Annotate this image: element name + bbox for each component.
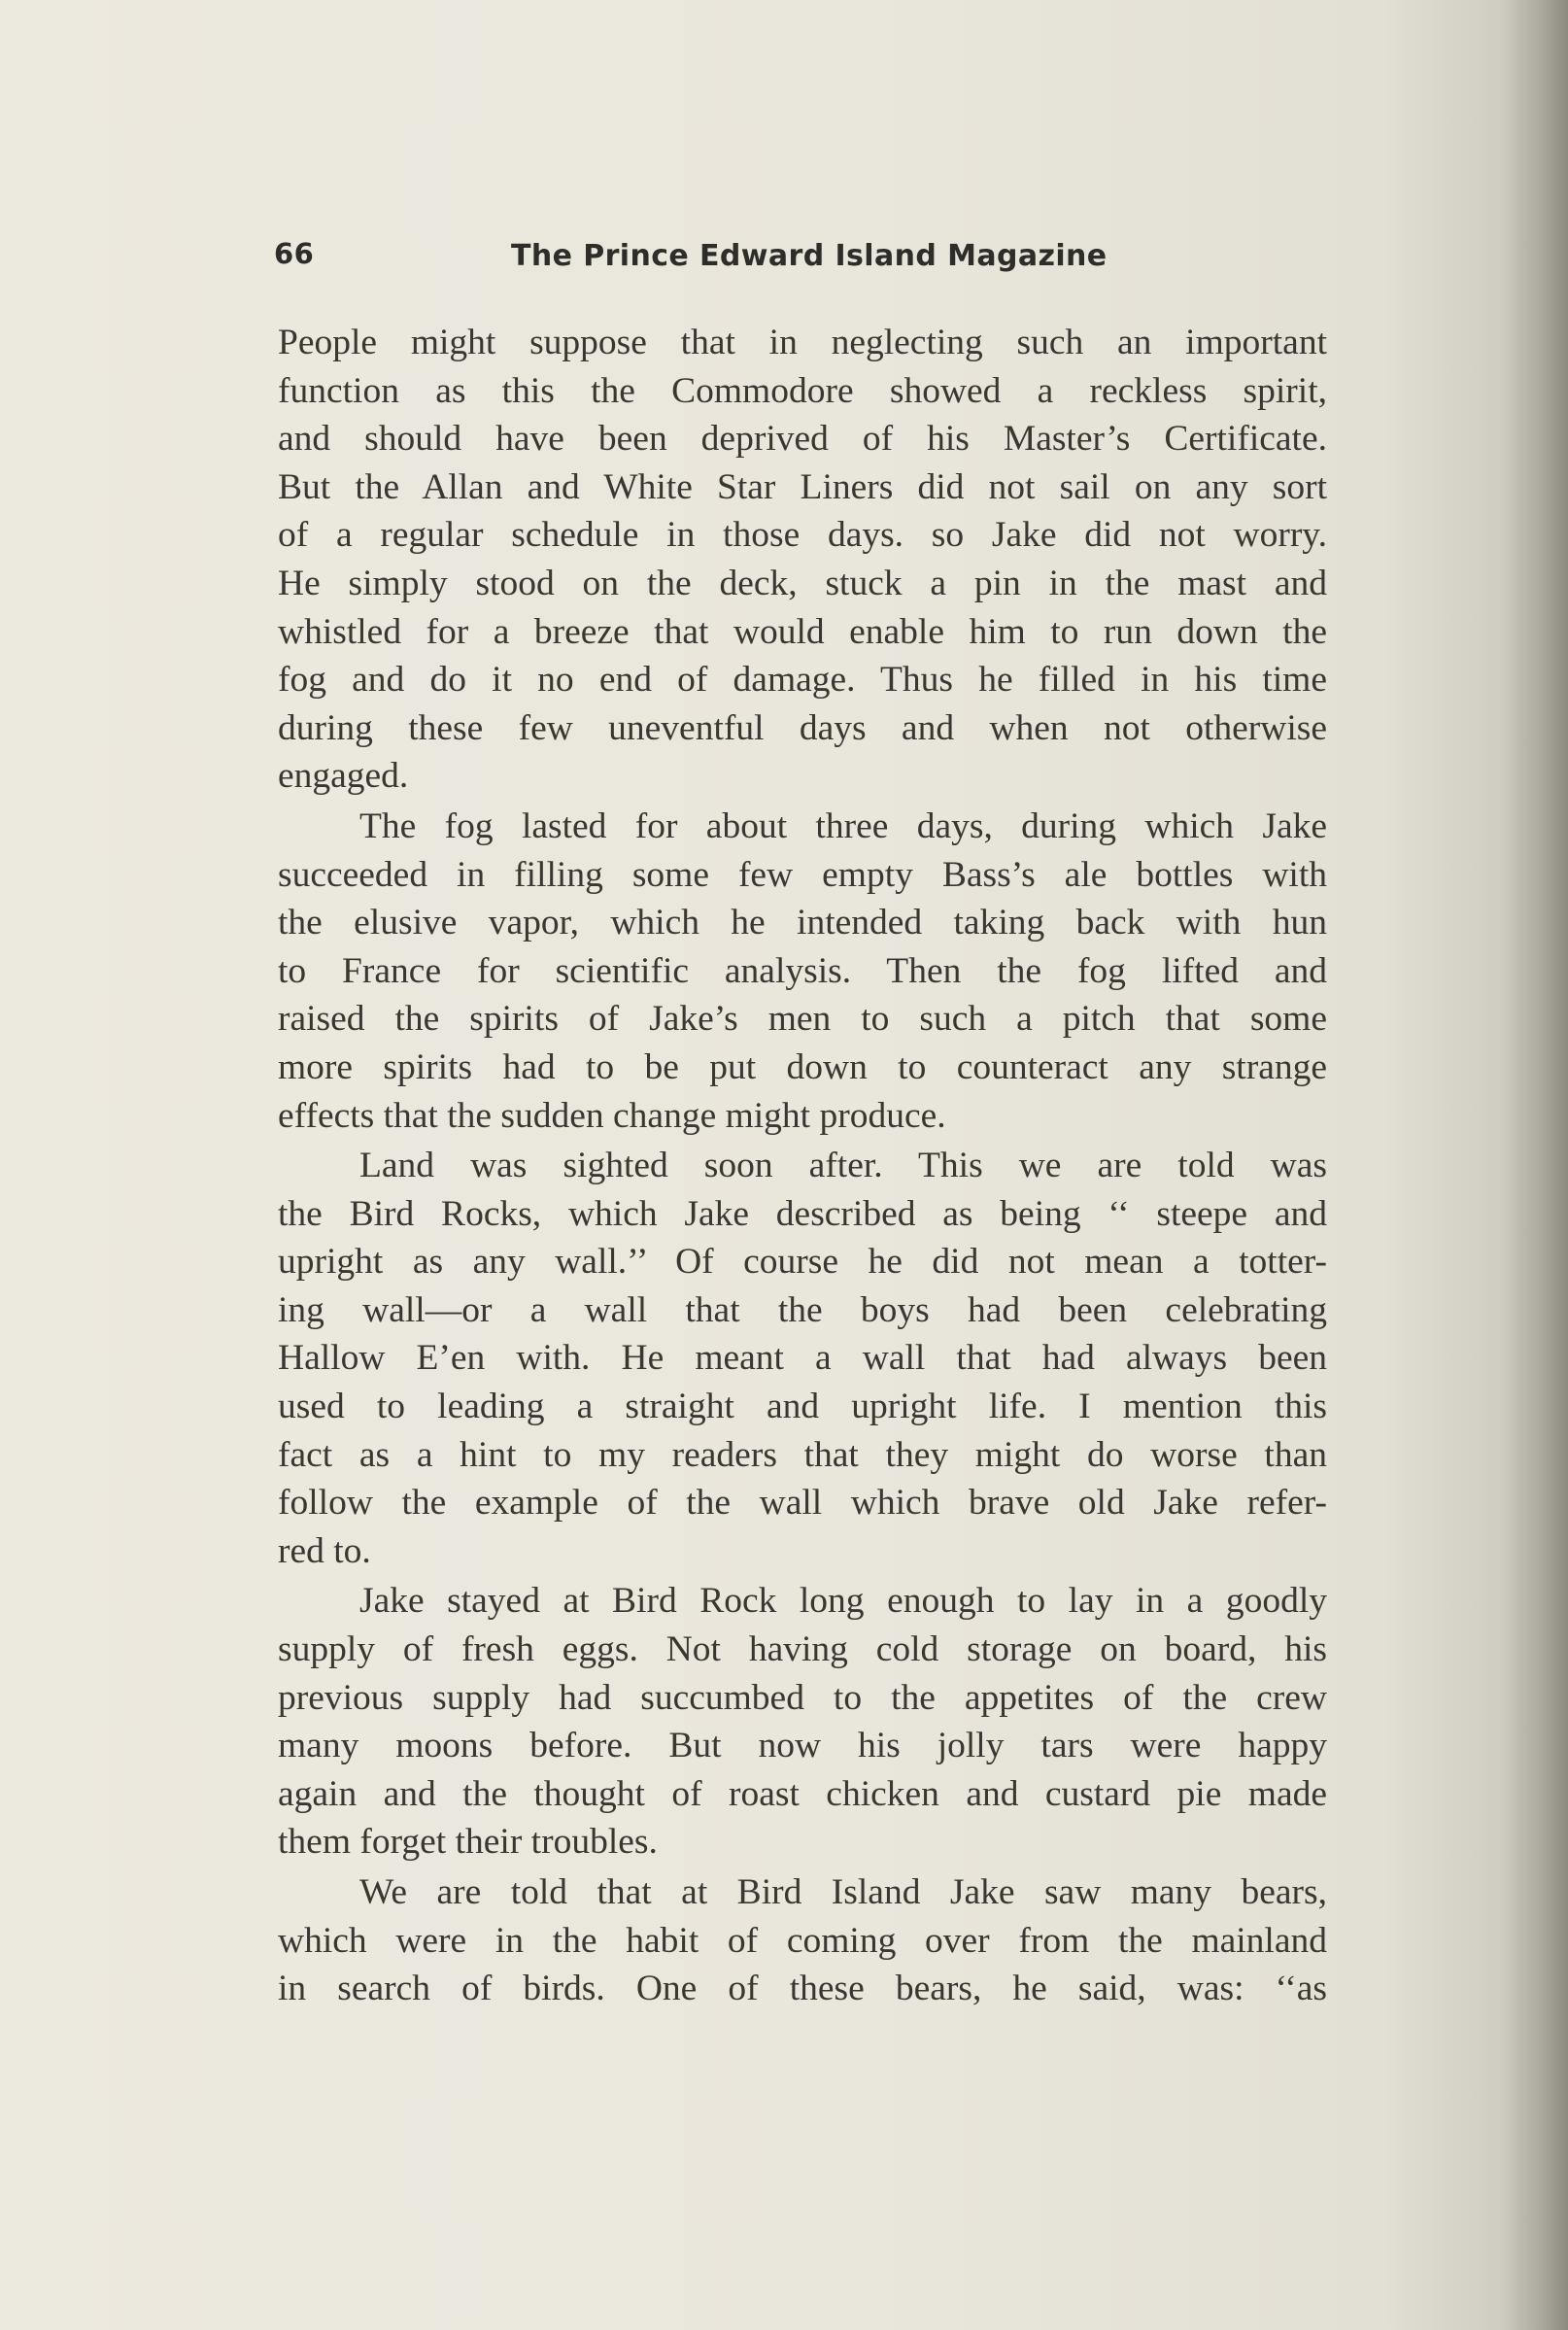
text-line: the Bird Rocks, which Jake described as being ‘‘ steepe and bbox=[278, 1193, 1327, 1234]
text-line: again and the thought of roast chicken and custard pie made bbox=[278, 1773, 1327, 1814]
page-header bbox=[274, 237, 1109, 286]
text-line: raised the spirits of Jake’s men to such a pitch that some bbox=[278, 999, 1327, 1040]
text-line: function as this the Commodore showed a reckless spirit, bbox=[278, 370, 1327, 411]
text-line: which were in the habit of coming over from the mainland bbox=[278, 1920, 1327, 1961]
page-number: 66 bbox=[274, 237, 315, 270]
text-line: Land was sighted soon after. This we are told was bbox=[359, 1146, 1327, 1186]
text-line: But the Allan and White Star Liners did not sail on any sort bbox=[278, 466, 1327, 507]
paragraph-5 bbox=[278, 1868, 1327, 2013]
text-line: red to. bbox=[278, 1530, 371, 1571]
paragraph-2 bbox=[278, 803, 1327, 1140]
text-line: and should have been deprived of his Master’s Certificate. bbox=[278, 419, 1327, 460]
text-line: People might suppose that in neglecting such an important bbox=[278, 323, 1327, 362]
text-line: follow the example of the wall which brave old Jake refer- bbox=[278, 1483, 1327, 1524]
paragraph-4 bbox=[278, 1577, 1327, 1867]
paragraph-1 bbox=[278, 319, 1327, 801]
paragraph-3 bbox=[278, 1142, 1327, 1575]
text-line: We are told that at Bird Island Jake saw many bears, bbox=[359, 1872, 1327, 1912]
text-line: effects that the sudden change might produce. bbox=[278, 1095, 946, 1136]
text-line: them forget their troubles. bbox=[278, 1822, 658, 1863]
article-body bbox=[278, 319, 1327, 2015]
text-line: in search of birds. One of these bears, he said, was: ‘‘as bbox=[278, 1969, 1327, 2009]
text-line: the elusive vapor, which he intended taking back with hun bbox=[278, 903, 1327, 943]
text-line: The fog lasted for about three days, during which Jake bbox=[359, 805, 1327, 846]
text-line: fog and do it no end of damage. Thus he filled in his time bbox=[278, 660, 1327, 701]
text-line: Hallow E’en with. He meant a wall that had always been bbox=[278, 1338, 1327, 1379]
text-line: fact as a hint to my readers that they might do worse than bbox=[278, 1434, 1327, 1475]
text-line: engaged. bbox=[278, 756, 409, 797]
text-line: whistled for a breeze that would enable him to run down the bbox=[278, 611, 1327, 652]
text-line: many moons before. But now his jolly tars were happy bbox=[278, 1726, 1327, 1766]
running-head: The Prince Edward Island Magazine bbox=[511, 239, 1108, 273]
text-line: more spirits had to be put down to counteract any strange bbox=[278, 1046, 1327, 1087]
text-line: upright as any wall.’’ Of course he did not mean a totter- bbox=[278, 1242, 1327, 1283]
text-line: of a regular schedule in those days. so Jake did not worry. bbox=[278, 515, 1327, 556]
text-line: supply of fresh eggs. Not having cold storage on board, his bbox=[278, 1629, 1327, 1670]
text-line: He simply stood on the deck, stuck a pin in the mast and bbox=[278, 563, 1327, 603]
page-edge-shadow bbox=[1500, 0, 1568, 2330]
text-line: previous supply had succumbed to the appetites of the crew bbox=[278, 1677, 1327, 1718]
text-line: succeeded in filling some few empty Bass’s ale bottles with bbox=[278, 854, 1327, 895]
text-line: Jake stayed at Bird Rock long enough to lay in a goodly bbox=[359, 1581, 1327, 1622]
text-line: ing wall—or a wall that the boys had been celebrating bbox=[278, 1289, 1327, 1330]
text-line: to France for scientific analysis. Then the fog lifted and bbox=[278, 950, 1327, 991]
text-line: during these few uneventful days and when not otherwise bbox=[278, 707, 1327, 748]
text-line: used to leading a straight and upright life. I mention this bbox=[278, 1387, 1327, 1427]
